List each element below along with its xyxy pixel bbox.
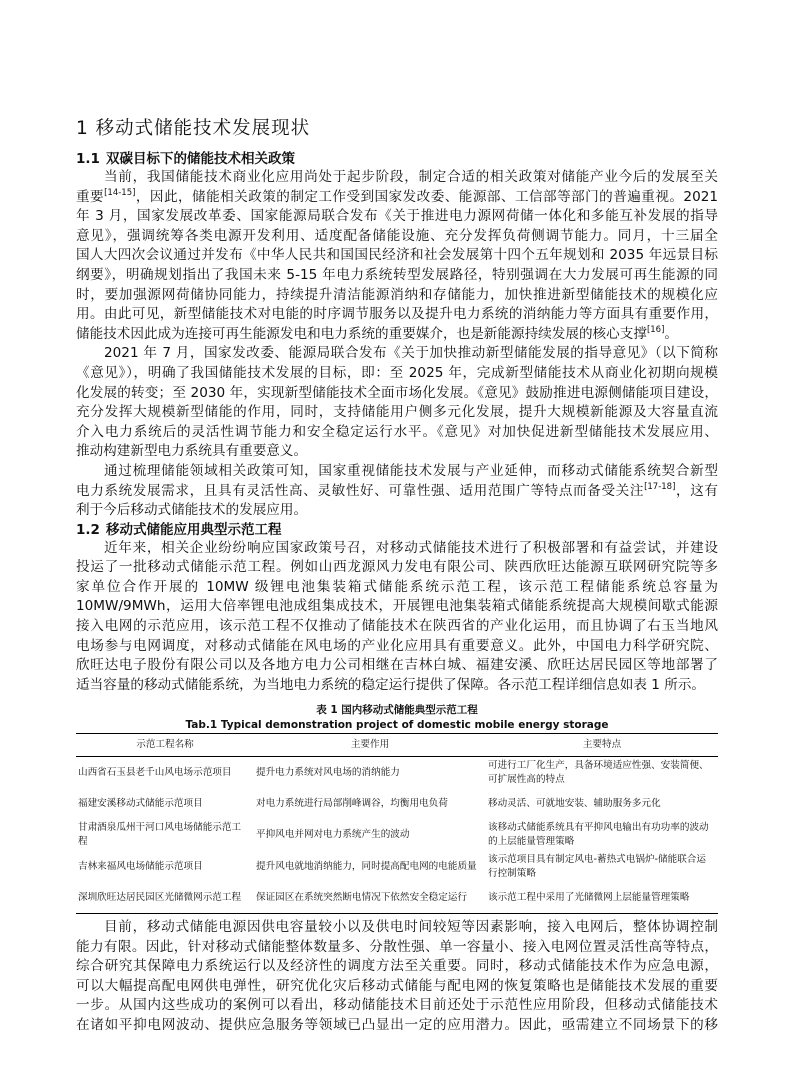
text-segment: 年 3 月，国家发展改革委、国家能源局联合发布《关于推进电力源网荷储一体化和多能互补发展的指导: [76, 208, 718, 225]
cell-main-features: 该示范工程中采用了光储微网上层能量管理策略: [486, 883, 718, 913]
text-line: [76, 637, 718, 657]
text-line: [76, 482, 718, 502]
text-segment: 。: [664, 325, 678, 342]
text-line: [76, 266, 718, 286]
text-segment: 适当容量的移动式储能系统，为当地电力系统的稳定运行提供了保障。各示范工程详细信息如表 1 所示。: [76, 676, 706, 693]
text-line: [76, 578, 718, 598]
text-line: [76, 617, 718, 637]
text-line: [76, 188, 718, 208]
text-segment: 化发展的转变；至 2030 年，实现新型储能技术全面市场化发展。《意见》鼓励推进电源侧储能项目建设，: [76, 384, 718, 401]
table-row: [76, 851, 718, 883]
cell-project-name: 山西省石玉县老千山风电场示范项目: [78, 767, 232, 779]
paragraph-policy-summary: [76, 462, 718, 521]
paragraph-current-status: [76, 918, 718, 1036]
text-line: [76, 384, 718, 404]
cell-main-features: 可进行工厂化生产，具备环境适应性强、安装简便、可扩展性高的特点: [488, 760, 709, 786]
text-segment: 接入电网的示范应用，该示范工程不仅推动了储能技术在陕西省的产业化运用，而且协调了右玉当地风: [76, 618, 718, 635]
cell-main-features: 移动灵活、可就地安装、辅助服务多元化: [488, 798, 661, 810]
citation-reference[interactable]: [17-18]: [644, 481, 676, 492]
subsection-number: 1.1: [76, 151, 100, 167]
text-segment: 充分发挥大规模新型储能的作用，同时，支持储能用户侧多元化发展，提升大规模新能源及大容量直流: [76, 404, 718, 421]
text-line: [76, 207, 718, 227]
header-main-features: 主要特点: [486, 734, 718, 757]
text-segment: 投运了一批移动式储能示范工程。例如山西龙源风力发电有限公司、陕西欣旺达能源互联网研究院等多: [76, 559, 718, 576]
text-line: [76, 246, 718, 266]
text-line: [76, 996, 718, 1016]
text-line: [76, 423, 718, 443]
text-segment: 储能技术因此成为连接可再生能源发电和电力系统的重要媒介，也是新能源持续发展的核心支撑: [76, 325, 647, 342]
header-main-role: 主要作用: [254, 734, 486, 757]
subsection-heading-1-2: [76, 521, 718, 539]
cell-main-role: 提升风电就地消纳能力，同时提高配电网的电能质量: [256, 861, 477, 873]
text-segment: 通过梳理储能领域相关政策可知，国家重视储能技术发展与产业延伸，而移动式储能系统契合新型: [104, 462, 718, 479]
text-line: [76, 227, 718, 247]
text-line: [76, 957, 718, 977]
cell-main-role: 对电力系统进行局部削峰调谷，均衡用电负荷: [256, 798, 448, 810]
cell-main-role: 平抑风电并网对电力系统产生的波动: [256, 829, 410, 841]
text-segment: 在诸如平抑电网波动、提供应急服务等领域已凸显出一定的应用潜力。因此，亟需建立不同场景下的移: [76, 1016, 718, 1033]
cell-project-name: 甘肃酒泉瓜州干河口风电场储能示范工程: [78, 822, 242, 848]
table-row: [76, 883, 718, 913]
text-segment: 用。由此可见，新型储能技术对电能的时序调节服务以及提升电力系统的消纳能力等方面具有重要作用，: [76, 306, 718, 323]
text-segment: ，这有: [675, 482, 719, 499]
subsection-number: 1.2: [76, 521, 100, 538]
paragraph-demo-projects: [76, 539, 718, 696]
text-segment: 重要: [76, 188, 105, 205]
text-line: [76, 676, 718, 696]
subsection-title: 双碳目标下的储能技术相关政策: [106, 151, 295, 167]
text-segment: 可以大幅提高配电网供电弹性，研究优化灾后移动式储能与配电网的恢复策略也是储能技术发展的重要: [76, 977, 718, 994]
text-line: [76, 286, 718, 306]
text-segment: 近年来，相关企业纷纷响应国家政策号召，对移动式储能技术进行了积极部署和有益尝试，并建设: [104, 539, 718, 556]
text-line: [76, 364, 718, 384]
text-line: [76, 597, 718, 617]
demo-projects-table: [76, 733, 718, 914]
text-line: [76, 977, 718, 997]
cell-main-features: 该移动式储能系统具有平抑风电输出有功功率的波动的上层能量管理策略: [488, 822, 709, 848]
text-line: [76, 325, 718, 345]
subsection-title: 移动式储能应用典型示范工程: [106, 521, 282, 538]
text-segment: 一步。从国内这些成功的案例可以看出，移动储能技术目前还处于示范性应用阶段，但移动式储能技术: [76, 997, 718, 1014]
text-segment: 能力有限。因此，针对移动式储能整体数量多、分散性强、单一容量小、接入电网位置灵活性高等特点，: [76, 938, 718, 955]
text-line: [76, 656, 718, 676]
text-line: [76, 938, 718, 958]
text-segment: 《意见》），明确了我国储能技术发展的目标，即：至 2025 年，完成新型储能技术从商业化初期向规模: [76, 364, 718, 381]
table-caption-en: Tab.1 Typical demonstration project of domestic mobile energy storage: [185, 719, 609, 732]
paragraph-guidance-opinion: [76, 344, 718, 462]
text-segment: 时，要加强源网荷储协同能力，持续提升清洁能源消纳和存储能力，加快推进新型储能技术的规模化应: [76, 286, 718, 303]
text-segment: 家单位合作开展的 10MW 级锂电池集装箱式储能系统示范工程，该示范工程储能系统总容量为: [76, 578, 718, 595]
text-line: [76, 403, 718, 423]
text-segment: 电场参与电网调度，对移动式储能在风电场的产业化应用具有重要意义。此外，中国电力科学研究院、: [76, 637, 718, 654]
text-line: [76, 344, 718, 364]
citation-reference[interactable]: [14-15]: [104, 187, 136, 198]
text-line: [76, 1016, 718, 1036]
text-segment: 当前，我国储能技术商业化应用尚处于起步阶段，制定合适的相关政策对储能产业今后的发展至关: [104, 169, 718, 185]
text-segment: 目前，移动式储能电源因供电容量较小以及供电时间较短等因素影响，接入电网后，整体协调控制: [104, 918, 718, 935]
text-segment: 推动构建新型电力系统具有重要意义。: [76, 443, 308, 460]
text-line: [76, 501, 718, 521]
page-content: [76, 116, 718, 1036]
text-segment: 利于今后移动式储能技术的发展应用。: [76, 502, 308, 519]
cell-main-role: 提升电力系统对风电场的消纳能力: [256, 767, 400, 779]
text-segment: ，因此，储能相关政策的制定工作受到国家发改委、能源部、工信部等部门的普遍重视。2021: [135, 188, 719, 205]
subsection-heading-1-1: [76, 150, 718, 168]
text-segment: 10MW/9MWh，运用大倍率锂电池成组集成技术，开展锂电池集装箱式储能系统提高大规模间歇式能源: [76, 598, 718, 615]
cell-project-name: 深圳欣旺达居民园区光储微网示范工程: [76, 883, 254, 913]
text-line: [76, 168, 718, 188]
text-line: [76, 442, 718, 462]
text-line: [76, 539, 718, 559]
text-line: [76, 305, 718, 325]
text-segment: 介入电力系统后的灵活性调节能力和安全稳定运行水平。《意见》对加快促进新型储能技术发展应用、: [76, 423, 718, 440]
header-project-name: 示范工程名称: [76, 734, 254, 757]
text-line: [76, 918, 718, 938]
cell-main-role: 保证园区在系统突然断电情况下依然安全稳定运行: [254, 883, 486, 913]
cell-main-features: 该示范项目具有制定风电-蓄热式电锅炉-储能联合运行控制策略: [488, 854, 706, 880]
text-segment: 意见》，强调统筹各类电源开发利用、适度配备储能设施、充分发挥负荷侧调节能力。同月，十三届全: [76, 227, 718, 244]
table-row: [76, 789, 718, 819]
citation-reference[interactable]: [16]: [646, 324, 665, 335]
table-row: [76, 819, 718, 851]
cell-project-name: 福建安溪移动式储能示范项目: [78, 798, 203, 810]
cell-project-name: 吉林来福风电场储能示范项目: [78, 861, 203, 873]
table-caption: [76, 703, 718, 733]
text-segment: 国人大四次会议通过并发布《中华人民共和国国民经济和社会发展第十四个五年规划和 2035 年远景目标: [76, 247, 718, 264]
text-segment: 2021 年 7 月，国家发改委、能源局联合发布《关于加快推动新型储能发展的指导意见》（以下简称: [104, 345, 718, 362]
section-title: 1 移动式储能技术发展现状: [76, 118, 311, 139]
table-caption-cn: 表 1 国内移动式储能典型示范工程: [316, 704, 478, 717]
text-line: [76, 558, 718, 578]
paragraph-policy-intro: [76, 168, 718, 344]
text-segment: 综合研究其保障电力系统运行以及经济性的调度方法至关重要。同时，移动式储能技术作为应急电源，: [76, 958, 718, 975]
table-row: [76, 757, 718, 790]
text-segment: 电力系统发展需求，且具有灵活性高、灵敏性好、可靠性强、适用范围广等特点而备受关注: [76, 482, 645, 499]
text-segment: 纲要》，明确规划指出了我国未来 5-15 年电力系统转型发展路径，特别强调在大力发展可再生能源的同: [76, 266, 718, 283]
table-header-row: [76, 734, 718, 757]
text-segment: 欣旺达电子股份有限公司以及各地方电力公司相继在吉林白城、福建安溪、欣旺达居民园区等地部署了: [76, 657, 718, 674]
text-line: [76, 462, 718, 482]
